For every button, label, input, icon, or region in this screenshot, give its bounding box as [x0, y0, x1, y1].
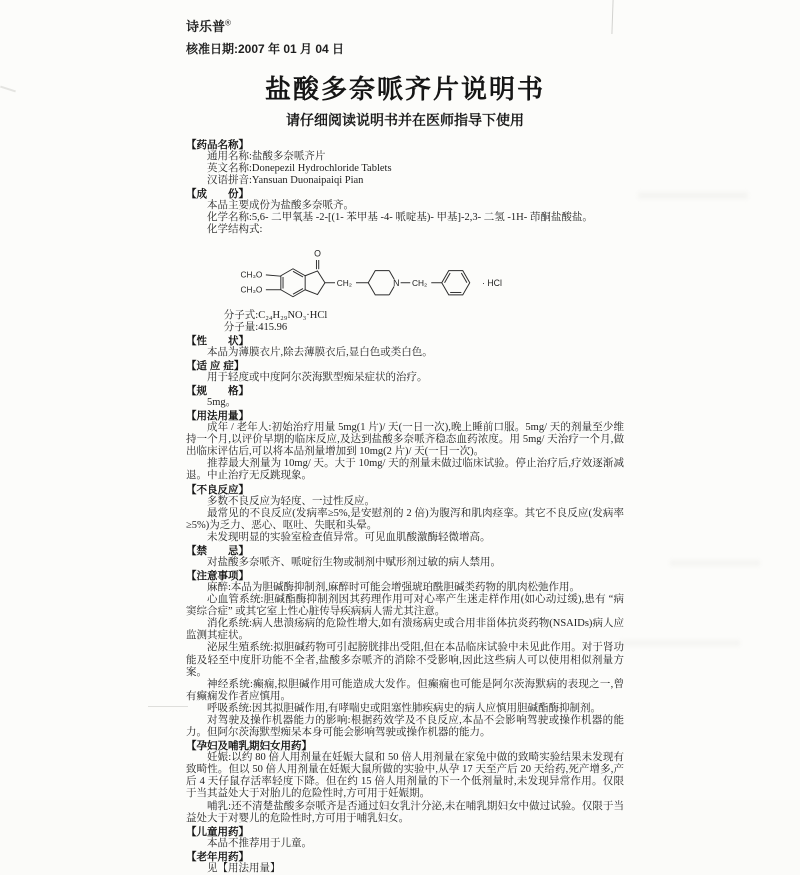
section-drug-name	[186, 139, 624, 187]
chemical-name-line: 化学名称:5,6- 二甲氧基 -2-[(1- 苯甲基 -4- 哌啶基)- 甲基]-2,3- 二氢 -1H- 茚酮盐酸盐。	[207, 212, 593, 224]
document-title: 盐酸多奈哌齐片说明书	[264, 74, 545, 104]
section-adverse-reactions	[186, 484, 624, 544]
registered-trademark-mark: ®	[225, 18, 231, 28]
ketone-oxygen-label: O	[314, 248, 321, 259]
section-heading: 【用法用量】	[186, 410, 249, 423]
adverse-paragraph: 未发现明显的实验室检查值异常。可见血肌酸激酶轻微增高。	[207, 531, 491, 543]
brand-name-text: 诗乐普	[186, 19, 226, 34]
pinyin-name-line: 汉语拼音:Yansuan Duonaipaiqi Pian	[207, 175, 364, 187]
precaution-genitourinary: 泌尿生殖系统:拟胆碱药物可引起膀胱排出受阻,但在本品临床试验中未见此作用。对于肾功能及轻至中度肝功能不全者,盐酸多奈哌齐的消除不受影响,因此这些病人可以使用相似剂量方案。	[186, 642, 624, 678]
precaution-anesthesia: 麻醉:本品为胆碱酶抑制剂,麻醉时可能会增强琥珀酰胆碱类药物的肌肉松弛作用。	[207, 581, 581, 593]
indications-line: 用于轻度或中度阿尔茨海默型痴呆症状的治疗。	[207, 371, 428, 383]
precaution-digestive: 消化系统:病人患溃疡病的危险性增大,如有溃疡病史或合用非甾体抗炎药物(NSAIDs)病人应监测其症状。	[186, 618, 624, 642]
scan-artifact	[148, 706, 188, 707]
contraindications-line: 对盐酸多奈哌齐、哌啶衍生物或制剂中赋形剂过敏的病人禁用。	[207, 556, 501, 568]
methoxy-top-label: CH₃O	[240, 269, 263, 280]
pediatric-line: 本品不推荐用于儿童。	[207, 837, 312, 849]
section-description	[186, 335, 624, 359]
methoxy-bottom-label: CH₃O	[240, 283, 263, 294]
donepezil-structure-drawing	[212, 239, 542, 309]
precaution-respiratory: 呼吸系统:因其拟胆碱作用,有哮喘史或阻塞性肺疾病史的病人应慎用胆碱酯酶抑制剂。	[207, 702, 602, 714]
document-subtitle: 请仔细阅读说明书并在医师指导下使用	[286, 112, 524, 128]
english-name-line: 英文名称:Donepezil Hydrochloride Tablets	[207, 163, 392, 175]
description-line: 本品为薄膜衣片,除去薄膜衣后,显白色或类白色。	[207, 346, 433, 358]
adverse-paragraph: 最常见的不良反应(发病率≥5%,是安慰剂的 2 倍)为腹泻和肌肉痉挛。其它不良反应(发病率≥5%)为乏力、恶心、呕吐、失眠和头晕。	[186, 507, 624, 531]
section-contraindications	[186, 545, 624, 569]
section-precautions	[186, 570, 624, 739]
section-strength	[186, 385, 624, 409]
dosage-paragraph: 成年 / 老年人:初始治疗用量 5mg(1 片)/ 天(一日一次),晚上睡前口服。5mg/ 天的剂量至少维持一个月,以评价早期的临床反应,及达到盐酸多奈哌齐稳态血药浓度。用 5mg/ 天治疗一个月,做出临床评估后,可以将本品剂量增加到 10mg(2 片)/ 天(一日一次)。	[186, 422, 624, 458]
structure-label-line: 化学结构式:	[207, 224, 263, 236]
section-composition	[186, 188, 624, 333]
section-pediatric-use	[186, 826, 624, 850]
dosage-paragraph: 推荐最大剂量为 10mg/ 天。大于 10mg/ 天的剂量未做过临床试验。停止治疗后,疗效逐渐减退。中止治疗无反跳现象。	[186, 458, 624, 482]
generic-name-line: 通用名称:盐酸多奈哌齐片	[207, 151, 326, 162]
brand-name	[186, 16, 624, 35]
section-heading: 【儿童用药】	[186, 825, 249, 838]
chemical-structure	[212, 239, 624, 309]
print-bleed-ghost	[620, 640, 740, 646]
precaution-nervous: 神经系统:癫痫,拟胆碱作用可能造成大发作。但癫痫也可能是阿尔茨海默病的表现之一,曾有癫痫发作者应慎用。	[186, 678, 624, 702]
section-heading: 【性 状】	[186, 334, 249, 347]
section-pregnancy-lactation	[186, 740, 624, 825]
print-bleed-ghost	[670, 560, 760, 566]
section-indications	[186, 360, 624, 384]
precaution-cardiovascular: 心血管系统:胆碱酯酶抑制剂因其药理作用可对心率产生迷走样作用(如心动过缓),患有 “病窦综合症” 或其它室上性心脏传导疾病病人需尤其注意。	[186, 594, 624, 618]
precaution-driving: 对驾驶及操作机器能力的影响:根据药效学及不良反应,本品不会影响驾驶或操作机器的能力。但阿尔茨海默型痴呆本身可能会影响驾驶或操作机器的能力。	[186, 715, 624, 739]
section-heading: 【禁 忌】	[186, 544, 249, 557]
section-dosage	[186, 410, 624, 482]
adverse-paragraph: 多数不良反应为轻度、一过性反应。	[207, 495, 375, 507]
section-heading: 【注意事项】	[186, 569, 249, 582]
piperidine-nitrogen-label: N	[393, 277, 400, 288]
scan-artifact	[0, 86, 16, 93]
section-heading: 【成 份】	[186, 188, 249, 201]
strength-line: 5mg。	[207, 396, 237, 408]
linker-right-label: CH₂	[412, 277, 428, 288]
hcl-salt-label: · HCl	[482, 277, 502, 288]
section-geriatric-use	[186, 851, 624, 875]
section-heading: 【孕妇及哺乳期妇女用药】	[186, 740, 312, 753]
pregnancy-paragraph: 妊娠:以约 80 倍人用剂量在妊娠大鼠和 50 倍人用剂量在家兔中做的致畸实验结果未发现有致畸性。但以 50 倍人用剂量在妊娠大鼠所做的实验中,从孕 17 天至产后 20 天给药,死产增多,产后 4 天仔鼠存活率轻度下降。但在约 15 倍人用剂量的下一个低剂量时,未发现异常作用。仅限于当其益处大于对胎儿的危险性时,方可用于妊娠期。	[186, 752, 624, 800]
linker-left-label: CH₂	[336, 277, 352, 288]
molecular-formula-line: 分子式:C₂₄H₂₉NO₃·HCl	[223, 309, 328, 321]
approval-date: 核准日期:2007 年 01 月 04 日	[186, 42, 345, 56]
section-heading: 【不良反应】	[186, 483, 249, 496]
main-ingredient-line: 本品主要成份为盐酸多奈哌齐。	[207, 200, 354, 212]
lactation-paragraph: 哺乳:还不清楚盐酸多奈哌齐是否通过妇女乳汁分泌,未在哺乳期妇女中做过试验。仅限于当益处大于对婴儿的危险性时,方可用于哺乳妇女。	[186, 800, 624, 824]
section-heading: 【规 格】	[186, 384, 249, 397]
molecular-weight-line: 分子量:415.96	[223, 321, 288, 333]
section-heading: 【药品名称】	[186, 139, 249, 151]
geriatric-line: 见【用法用量】	[207, 862, 281, 874]
section-heading: 【老年用药】	[186, 850, 249, 863]
print-bleed-ghost	[638, 192, 748, 199]
insert-content-column	[186, 16, 624, 875]
section-heading: 【适 应 症】	[186, 359, 245, 372]
